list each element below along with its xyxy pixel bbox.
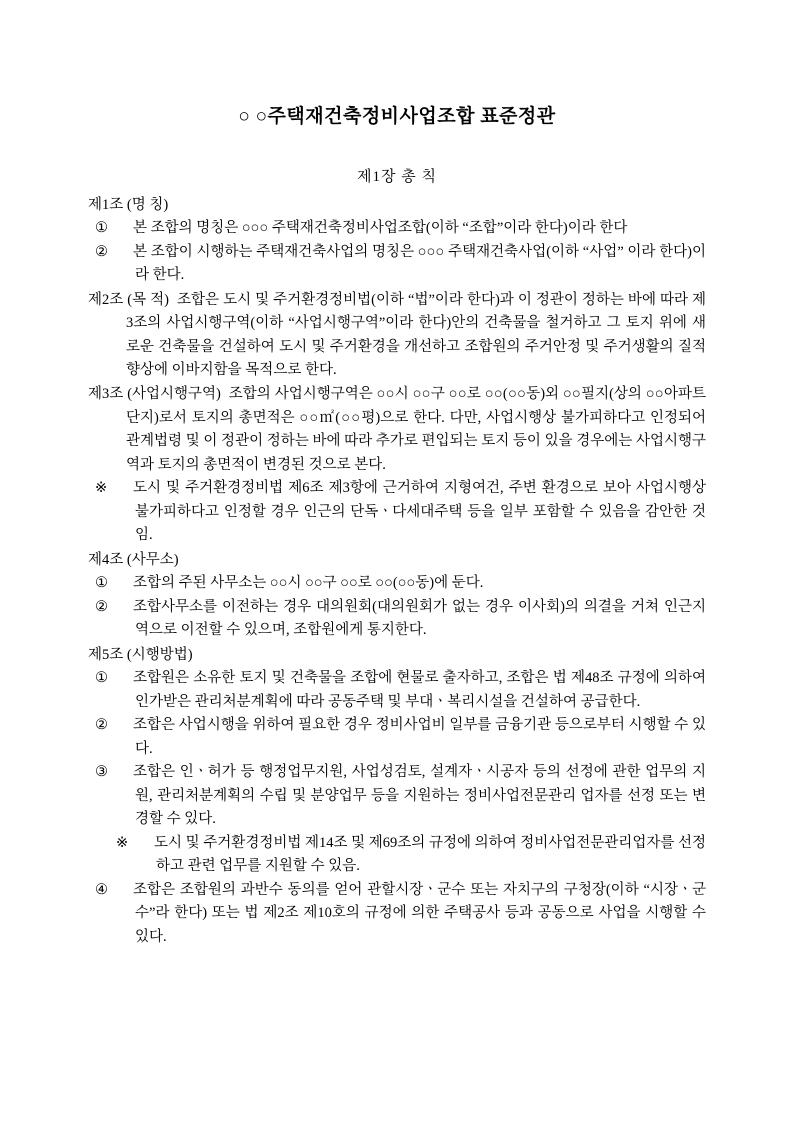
- article-note: [88, 477, 706, 547]
- clause: [88, 879, 706, 949]
- clause: [88, 572, 706, 595]
- clause-text: 조합원은 소유한 토지 및 건축물을 조합에 현물로 출자하고, 조합은 법 제48조 규정에 의하여 인가받은 관리처분계획에 따라 공동주택 및 부대ㆍ복리시설을 건설하여 공급한다.: [133, 670, 706, 710]
- article-heading: [88, 289, 706, 383]
- clause-marker: ③: [95, 764, 108, 781]
- article-heading: [88, 194, 706, 217]
- clause-text: 조합은 조합원의 과반수 동의를 얻어 관할시장ㆍ군수 또는 자치구의 구청장(이하 “시장ㆍ군수”라 한다) 또는 법 제2조 제10호의 규정에 의한 주택공사 등과 공동으로 사업을 시행할 수 있다.: [133, 881, 706, 945]
- clause: [88, 714, 706, 761]
- article-3: [88, 383, 706, 547]
- article-note: [88, 832, 706, 879]
- clause-marker: ②: [95, 243, 108, 260]
- clause: [88, 241, 706, 288]
- article-label: 제4조 (사무소): [88, 551, 179, 568]
- article-heading: [88, 549, 706, 572]
- article-1: [88, 194, 706, 288]
- clause-text: 본 조합의 명칭은 ○○○ 주택재건축정비사업조합(이하 “조합”이라 한다)이라 한다: [133, 220, 628, 237]
- clause-marker: ①: [95, 670, 108, 687]
- clause-text: 조합은 사업시행을 위하여 필요한 경우 정비사업비 일부를 금융기관 등으로부터 시행할 수 있다.: [133, 717, 706, 757]
- article-5: [88, 644, 706, 949]
- clause: [88, 596, 706, 643]
- article-text: 조합의 사업시행구역은 ○○시 ○○구 ○○로 ○○(○○동)외 ○○필지(상의 ○○아파트 단지)로서 토지의 총면적은 ○○㎡(○○평)으로 한다. 다만, 사업시행상 불가피하다고 인정되어 관계법령 및 이 정관이 정하는 바에 따라 추가로 편입되는 토지 등이 있을 경우에는 사업시행구역과 토지의 총면적이 변경된 것으로 본다.: [126, 386, 706, 473]
- note-marker: ※: [95, 480, 108, 497]
- clause-text: 조합사무소를 이전하는 경우 대의원회(대의원회가 없는 경우 이사회)의 의결을 거쳐 인근지역으로 이전할 수 있으며, 조합원에게 통지한다.: [133, 598, 706, 639]
- article-label: 제3조 (사업시행구역): [88, 386, 221, 403]
- article-heading: [88, 383, 706, 477]
- article-4: [88, 549, 706, 643]
- clause-marker: ②: [95, 717, 108, 734]
- clause-marker: ①: [95, 575, 108, 592]
- clause-text: 조합은 인ㆍ허가 등 행정업무지원, 사업성검토, 설계자ㆍ시공자 등의 선정에 관한 업무의 지원, 관리처분계획의 수립 및 분양업무 등을 지원하는 정비사업전문관리 업자를 선정 또는 변경할 수 있다.: [133, 764, 706, 828]
- clause-text: 조합의 주된 사무소는 ○○시 ○○구 ○○로 ○○(○○동)에 둔다.: [133, 575, 484, 592]
- page-title: ○ ○주택재건축정비사업조합 표준정관: [238, 106, 556, 127]
- article-2: [88, 289, 706, 383]
- article-heading: [88, 644, 706, 667]
- article-label: 제1조 (명 칭): [88, 196, 169, 213]
- article-text: 조합은 도시 및 주거환경정비법(이하 “법”이라 한다)과 이 정관이 정하는 바에 따라 제3조의 사업시행구역(이하 “사업시행구역”이라 한다)안의 건축물을 철거하고 그 토지 위에 새로운 건축물을 건설하여 도시 및 주거환경을 개선하고 조합원의 주거안정 및 주거생활의 질적 향상에 이바지함을 목적으로 한다.: [126, 291, 707, 378]
- clause-marker: ②: [95, 598, 108, 615]
- clause-marker: ④: [95, 881, 108, 898]
- article-label: 제5조 (시행방법): [88, 646, 193, 663]
- chapter-heading: 제1장 총 칙: [357, 168, 437, 185]
- note-text: 도시 및 주거환경정비법 제6조 제3항에 근거하여 지형여건, 주변 환경으로 보아 사업시행상 불가피하다고 인정할 경우 인근의 단독ㆍ다세대주택 등을 일부 포함할 수 있음을 감안한 것임.: [133, 480, 706, 544]
- clause-text: 본 조합이 시행하는 주택재건축사업의 명칭은 ○○○ 주택재건축사업(이하 “사업” 이라 한다)이라 한다.: [133, 243, 706, 284]
- article-label: 제2조 (목 적): [88, 291, 169, 308]
- clause: [88, 217, 706, 240]
- clause: [88, 667, 706, 714]
- clause-marker: ①: [95, 220, 108, 237]
- clause: [88, 761, 706, 831]
- note-text: 도시 및 주거환경정비법 제14조 및 제69조의 규정에 의하여 정비사업전문관리업자를 선정하고 관련 업무를 지원할 수 있음.: [154, 834, 706, 875]
- note-marker: ※: [116, 834, 129, 851]
